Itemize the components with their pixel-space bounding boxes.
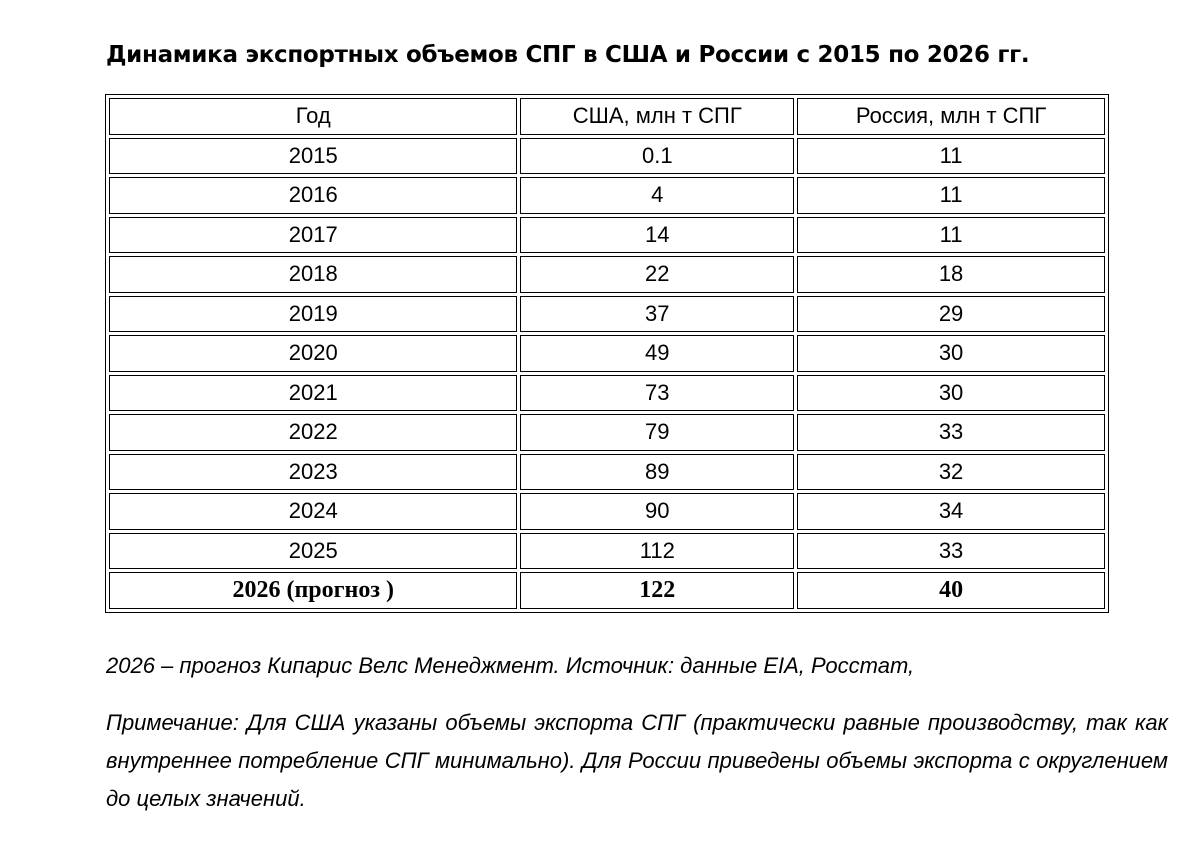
table-row bbox=[109, 454, 1105, 491]
cell-year: 2015 bbox=[109, 138, 517, 175]
notes-block bbox=[106, 650, 1168, 818]
cell-usa: 22 bbox=[520, 256, 794, 293]
remark-paragraph: Примечание: Для США указаны объемы экспорта СПГ (практически равные производству, так как внутреннее потребление СПГ минимально). Для России приведены объемы экспорта с округлением до целых значений. bbox=[106, 710, 1168, 811]
cell-russia: 11 bbox=[797, 138, 1105, 175]
table-header-row bbox=[109, 98, 1105, 135]
cell-usa: 122 bbox=[520, 572, 794, 609]
document-title: Динамика экспортных объемов СПГ в США и России с 2015 по 2026 гг. bbox=[106, 42, 1030, 68]
lng-export-table bbox=[105, 94, 1109, 613]
cell-usa: 0.1 bbox=[520, 138, 794, 175]
header-usa: США, млн т СПГ bbox=[520, 98, 794, 135]
cell-russia: 11 bbox=[797, 217, 1105, 254]
cell-year: 2016 bbox=[109, 177, 517, 214]
table-row bbox=[109, 414, 1105, 451]
table-row bbox=[109, 217, 1105, 254]
cell-usa: 90 bbox=[520, 493, 794, 530]
cell-russia: 33 bbox=[797, 533, 1105, 570]
cell-russia: 11 bbox=[797, 177, 1105, 214]
cell-usa: 89 bbox=[520, 454, 794, 491]
cell-usa: 49 bbox=[520, 335, 794, 372]
cell-russia: 18 bbox=[797, 256, 1105, 293]
table-row bbox=[109, 335, 1105, 372]
cell-russia: 30 bbox=[797, 375, 1105, 412]
table-row bbox=[109, 493, 1105, 530]
cell-russia: 34 bbox=[797, 493, 1105, 530]
table-row bbox=[109, 138, 1105, 175]
cell-year: 2022 bbox=[109, 414, 517, 451]
cell-russia: 40 bbox=[797, 572, 1105, 609]
table-row bbox=[109, 533, 1105, 570]
cell-usa: 73 bbox=[520, 375, 794, 412]
table-row bbox=[109, 256, 1105, 293]
cell-year: 2024 bbox=[109, 493, 517, 530]
source-note: 2026 – прогноз Кипарис Велс Менеджмент. Источник: данные EIA, Росстат, bbox=[106, 653, 915, 678]
cell-russia: 33 bbox=[797, 414, 1105, 451]
cell-usa: 37 bbox=[520, 296, 794, 333]
cell-year: 2021 bbox=[109, 375, 517, 412]
cell-year: 2025 bbox=[109, 533, 517, 570]
cell-usa: 79 bbox=[520, 414, 794, 451]
cell-usa: 4 bbox=[520, 177, 794, 214]
table-row bbox=[109, 375, 1105, 412]
cell-year: 2023 bbox=[109, 454, 517, 491]
table-row bbox=[109, 177, 1105, 214]
table-row bbox=[109, 296, 1105, 333]
cell-year: 2026 (прогноз ) bbox=[109, 572, 517, 609]
cell-year: 2018 bbox=[109, 256, 517, 293]
cell-year: 2019 bbox=[109, 296, 517, 333]
cell-usa: 112 bbox=[520, 533, 794, 570]
header-russia: Россия, млн т СПГ bbox=[797, 98, 1105, 135]
cell-year: 2020 bbox=[109, 335, 517, 372]
cell-year: 2017 bbox=[109, 217, 517, 254]
cell-usa: 14 bbox=[520, 217, 794, 254]
table-row-forecast bbox=[109, 572, 1105, 609]
cell-russia: 29 bbox=[797, 296, 1105, 333]
header-year: Год bbox=[109, 98, 517, 135]
cell-russia: 30 bbox=[797, 335, 1105, 372]
cell-russia: 32 bbox=[797, 454, 1105, 491]
